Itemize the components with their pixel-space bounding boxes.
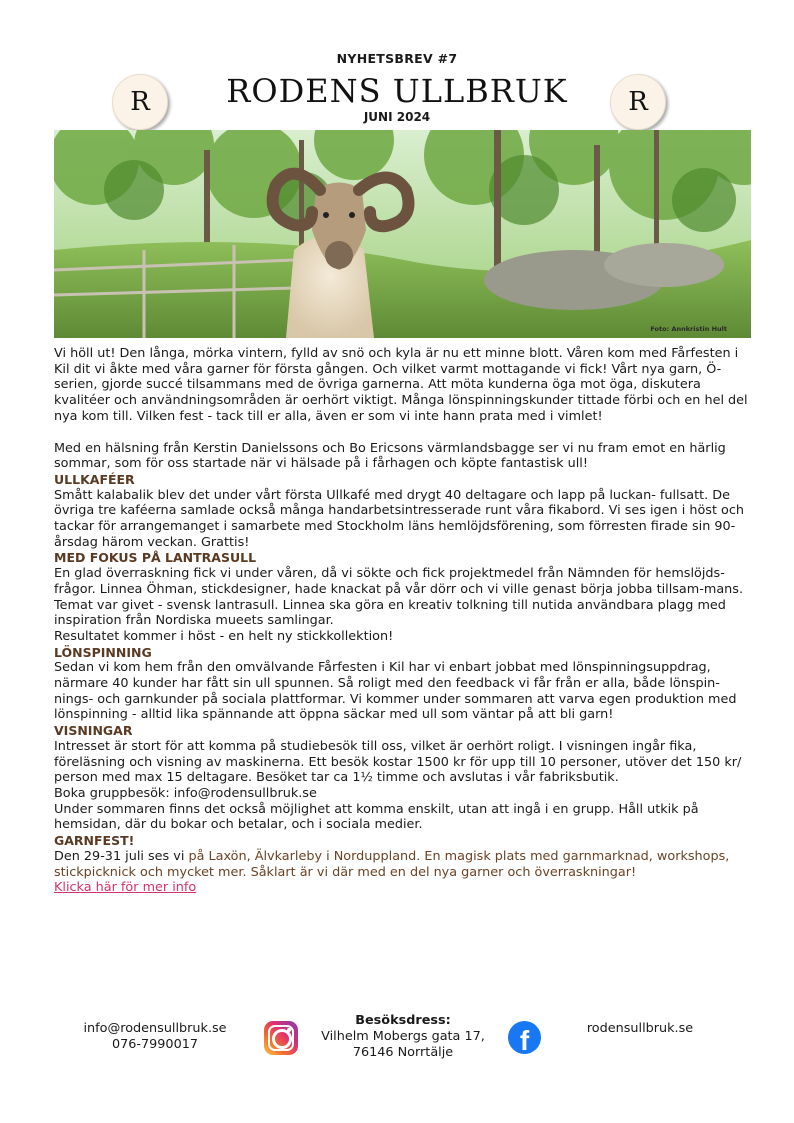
address-line: Vilhelm Mobergs gata 17, bbox=[321, 1029, 485, 1044]
instagram-lens bbox=[272, 1029, 292, 1049]
facebook-glyph: f bbox=[519, 1025, 530, 1054]
garnfest-highlight: på Laxön, Älvkarleby i Norduppland. En magisk plats med garnmarknad, workshops, stickpicknick och mycket mer. Såklart är vi där med en del nya garner och överraskningar! bbox=[54, 848, 730, 880]
spacer bbox=[54, 425, 754, 441]
booking-line: Boka gruppbesök: info@rodensullbruk.se bbox=[54, 785, 317, 801]
photo-credit: Foto: Annkristin Hult bbox=[650, 325, 727, 333]
section-text-lonspinning: Sedan vi kom hem från den omvälvande Fårfesten i Kil har vi enbart jobbat med lönspinningsuppdrag, närmare 40 kunder har fått sin ull spunnen. Så roligt med den feedback vi får från er alla, både lönspin-nings- och garnkunder på sociala plattformar. Vi kommer under sommaren att varva egen produktion med lönspinning - alltid lika spännande att öppna säckar med ull som väntar på att bli garn! bbox=[54, 660, 737, 723]
more-info-link[interactable]: Klicka här för mer info bbox=[54, 880, 197, 896]
intro-paragraph: Med en hälsning från Kerstin Danielssons och Bo Ericsons värmlandsbagge ser vi nu fram emot en härlig sommar, som för oss startade när vi hälsade på i fårhagen och köpte fantastisk ull! bbox=[54, 440, 726, 472]
ram-photo-icon bbox=[54, 130, 751, 338]
facebook-icon[interactable] bbox=[508, 1021, 541, 1054]
hero-photo bbox=[54, 130, 751, 338]
logo-letter: R bbox=[130, 87, 150, 117]
address-line: 76146 Norrtälje bbox=[352, 1045, 454, 1060]
address-label: Besöksdress: bbox=[355, 1013, 451, 1028]
section-text-ullkafeer: Smått kalabalik blev det under vårt första Ullkafé med drygt 40 deltagare och lapp på luckan- fullsatt. De övriga tre kaféerna samlade också många handarbetsintresserade runt våra fikabord. Vi ses igen i höst och tackar för arrangemanget i samarbete med Stockholm läns hemlöjdsförening, som förresten firade sin 90-årsdag härom veckan. Grattis! bbox=[54, 487, 745, 550]
instagram-dot bbox=[287, 1028, 291, 1032]
logo-left bbox=[112, 74, 168, 130]
section-text-garnfest bbox=[54, 849, 754, 880]
section-text-visningar: Intresset är stort för att komma på studiebesök till oss, vilket är oerhört roligt. I visningen ingår fika, föreläsning och visning av maskinerna. Ett besök kostar 1500 kr för upp till 10 personer, utöver det 150 kr/ person med max 15 deltagare. Besöket tar ca 1½ timme och avslutas i vår fabriksbutik. bbox=[54, 738, 742, 786]
section-text-visningar-individual: Under sommaren finns det också möjlighet att komma enskilt, utan att ingå i en grupp. Håll utkik på hemsidan, där du bokar och betalar, och i sociala medier. bbox=[54, 801, 699, 833]
section-text-lantrasull-result: Resultatet kommer i höst - en helt ny stickkollektion! bbox=[54, 628, 394, 644]
intro-paragraph: Vi höll ut! Den långa, mörka vintern, fylld av snö och kyla är nu ett minne blott. Våren kom med Fårfesten i Kil dit vi åkte med våra garner för första gången. Och vilket varmt mottagande vi fick! Vårt nya garn, Ö-serien, gjorde succé tilsammans med de övriga garnerna. Att möta kunderna öga mot öga, diskutera kvalitéer och användningsområden är oerhört viktigt. Många lönspinningskunder tittade förbi och en hel del nya kom till. Vilken fest - tack till er alla, även er som vi inte hann prata med i vimlet! bbox=[54, 346, 748, 424]
issue-number: NYHETSBREV #7 bbox=[336, 51, 458, 66]
instagram-icon[interactable] bbox=[264, 1021, 298, 1055]
footer-phone: 076-7990017 bbox=[111, 1037, 199, 1052]
section-heading-garnfest: GARNFEST! bbox=[54, 833, 135, 849]
section-heading-lonspinning: LÖNSPINNING bbox=[54, 644, 152, 660]
logo-right bbox=[610, 74, 666, 130]
garnfest-lead: Den 29-31 juli ses vi bbox=[54, 848, 189, 864]
logo-letter: R bbox=[628, 87, 648, 117]
newsletter-title: RODENS ULLBRUK bbox=[226, 72, 568, 110]
section-text-lantrasull: En glad överraskning fick vi under våren, då vi sökte och fick projektmedel från Nämnden för hemslöjds-frågor. Linnea Öhman, stickdesigner, hade knackat på vår dörr och vi ville genast börja jobba tillsam-mans. Temat var givet - svensk lantrasull. Linnea ska göra en kreativ tolkning till nutida användbara plagg med inspiration från Nordiska mueets samlingar. bbox=[54, 566, 744, 629]
footer-email[interactable]: info@rodensullbruk.se bbox=[83, 1021, 227, 1036]
footer-address bbox=[308, 1013, 498, 1061]
section-heading-ullkafeer: ULLKAFÉER bbox=[54, 471, 135, 487]
footer-contact bbox=[60, 1021, 250, 1053]
issue-date: JUNI 2024 bbox=[363, 110, 431, 124]
newsletter-body bbox=[54, 346, 754, 896]
footer-website[interactable]: rodensullbruk.se bbox=[586, 1021, 694, 1036]
section-heading-lantrasull: MED FOKUS PÅ LANTRASULL bbox=[54, 550, 257, 566]
section-heading-visningar: VISNINGAR bbox=[54, 723, 133, 739]
